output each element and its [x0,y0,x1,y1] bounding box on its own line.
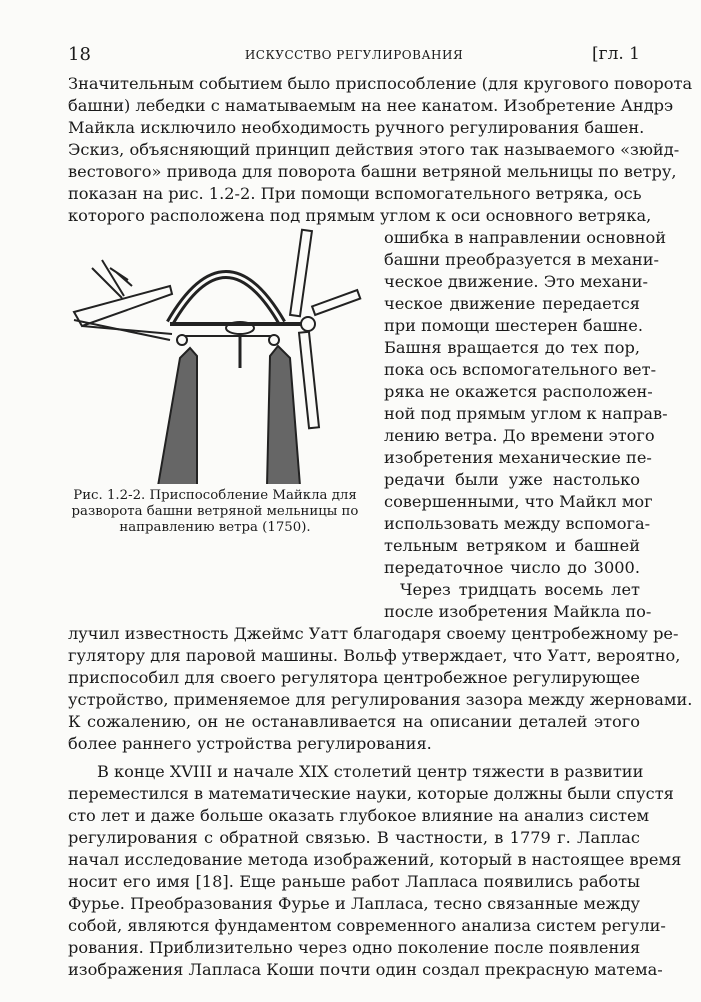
sail-hub [301,317,315,331]
text-line: гулятору для паровой машины. Вольф утверждает, что Уатт, вероятно, [68,646,681,665]
text-line: башни преобразуется в механи- [384,250,659,269]
text-line: начал исследование метода изображений, который в настоящее время [68,850,682,869]
caption-line: Рис. 1.2-2. Приспособление Майкла для [73,488,357,503]
tail-frame [74,286,172,326]
text-line: вестового» привода для поворота башни ветряной мельницы по ветру, [68,162,677,181]
text-line: регулирования с обратной связью. В частности, в 1779 г. Лаплас [68,828,640,847]
text-line: ряка не окажется расположен- [384,382,653,401]
sail-right [312,290,360,315]
sail-lower [299,332,319,429]
text-line: ошибка в направлении основной [384,228,667,247]
text-line: носит его имя [18]. Еще раньше работ Лапласа появились работы [68,872,640,891]
text-line: показан на рис. 1.2-2. При помощи вспомогательного ветряка, ось [68,184,642,203]
auxiliary-fan-blades [92,260,132,298]
running-title: ИСКУССТВО РЕГУЛИРОВАНИЯ [244,48,464,62]
text-line: собой, являются фундаментом современного анализа систем регули- [68,916,666,935]
text-line: Башня вращается до тех пор, [384,338,640,357]
text-line: редачи были уже настолько [384,470,640,489]
text-line: изобретения механические пе- [384,448,652,467]
text-line: которого расположена под прямым углом к оси основного ветряка, [68,206,652,225]
tower-wall-right [267,346,300,484]
text-line: передаточное число до 3000. [384,558,640,577]
caption-line: разворота башни ветряной мельницы по [71,504,359,519]
text-line: ческое движение. Это механи- [384,272,648,291]
text-line: ческое движение передается [384,294,640,313]
text-line: совершенными, что Майкл мог [384,492,653,511]
caption-line: направлению ветра (1750). [119,520,311,535]
text-line: пока ось вспомогательного вет- [384,360,657,379]
text-line: В конце XVIII и начале XIX столетий центр тяжести в развитии [97,762,644,781]
page-number: 18 [68,44,91,65]
windmill-figure [62,228,378,484]
figure-caption [62,488,368,536]
chapter-label: [гл. 1 [592,44,640,64]
text-line: использовать между вспомога- [384,514,651,533]
text-line: сто лет и даже больше оказать глубокое влияние на анализ систем [68,806,650,825]
text-line: Майкла исключило необходимость ручного регулирования башен. [68,118,645,137]
text-line: Через тридцать восемь лет [400,580,640,599]
text-line: Эскиз, объясняющий принцип действия этого так называемого «зюйд- [68,140,680,159]
text-line: изображения Лапласа Коши почти один создал прекрасную матема- [68,960,663,979]
text-line: устройство, применяемое для регулирования зазора между жерновами. [68,690,693,709]
text-line: Значительным событием было приспособление (для кругового поворота [68,74,693,93]
page-header [68,44,640,66]
text-line: более раннего устройства регулирования. [68,734,432,753]
text-line: тельным ветряком и башней [384,536,640,555]
text-line: при помощи шестерен башне. [384,316,644,335]
text-line: лучил известность Джеймс Уатт благодаря своему центробежному ре- [68,624,679,643]
text-line: башни) лебедки с наматываемым на нее канатом. Изобретение Андрэ [68,96,674,115]
sail-upper [290,230,312,317]
text-line: ной под прямым углом к направ- [384,404,668,423]
text-line: приспособил для своего регулятора центробежное регулирующее [68,668,640,687]
text-line: рования. Приблизительно через одно поколение после появления [68,938,641,957]
text-line: переместился в математические науки, которые должны были спустя [68,784,674,803]
text-line: после изобретения Майкла по- [384,602,652,621]
text-line: Фурье. Преобразования Фурье и Лапласа, тесно связанные между [68,894,640,913]
tower-wall-left [158,348,197,484]
text-line: К сожалению, он не останавливается на описании деталей этого [68,712,640,731]
text-line: лению ветра. До времени этого [384,426,655,445]
